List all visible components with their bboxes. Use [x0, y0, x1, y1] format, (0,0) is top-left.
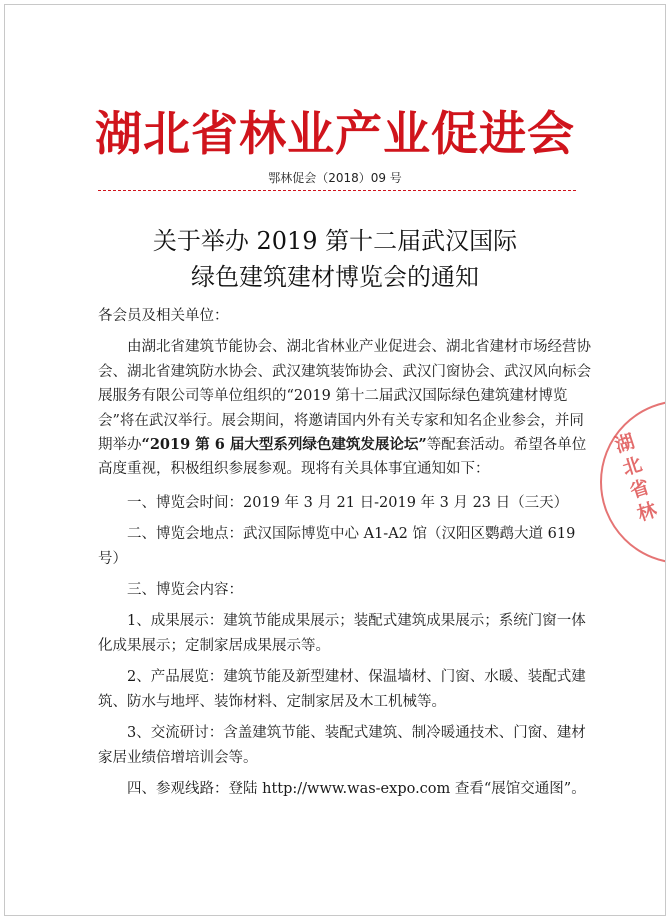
notice-title-line1: 关于举办 2019 第十二届武汉国际 — [152, 227, 518, 255]
organization-title: 湖北省林业产业促进会 — [95, 107, 575, 162]
item-visit-route: 四、参观线路：登陆 http://www.was-expo.com 查看“展馆交通图”。 — [127, 780, 586, 797]
document-number: 鄂林促会（2018）09 号 — [268, 171, 402, 185]
sub-item-products: 2、产品展览：建筑节能及新型建材、保温墙材、门窗、水暖、装配式建筑、防水与地坪、装饰材料、定制家居及木工机械等。 — [98, 669, 586, 710]
sub-item-seminars: 3、交流研讨：含盖建筑节能、装配式建筑、制冷暖通技术、门窗、建材家居业绩倍增培训会等。 — [98, 725, 586, 766]
notice-title-line2: 绿色建筑建材博览会的通知 — [191, 263, 479, 291]
sub-item-achievements: 1、成果展示：建筑节能成果展示；装配式建筑成果展示；系统门窗一体化成果展示；定制家居成果展示等。 — [98, 613, 586, 654]
seal-text: 湖北省林 — [612, 430, 660, 526]
salutation: 各会员及相关单位： — [98, 308, 229, 324]
item-exhibition-venue: 二、博览会地点：武汉国际博览中心 A1-A2 馆（汉阳区鹦鹉大道 619 号） — [98, 526, 576, 567]
intro-text-part2: 等配套活动。希望各单位高度重视，积极组织参展参观。现将有关具体事宜通知如下： — [98, 437, 587, 478]
item-exhibition-content: 三、博览会内容： — [127, 582, 243, 599]
header-divider — [98, 190, 576, 191]
document-page — [4, 4, 666, 916]
forum-name: “2019 第 6 届大型系列绿色建筑发展论坛” — [141, 436, 427, 454]
intro-paragraph — [98, 335, 593, 481]
notice-body — [98, 304, 593, 801]
item-exhibition-time: 一、博览会时间：2019 年 3 月 21 日-2019 年 3 月 23 日（三天） — [127, 494, 569, 511]
intro-text-part1: 由湖北省建筑节能协会、湖北省林业产业促进会、湖北省建材市场经营协会、湖北省建筑防水协会、武汉建筑装饰协会、武汉门窗协会、武汉风向标会展服务有限公司等单位组织的“2019 第十二届武汉国际绿色建筑建材博览会”将在武汉举行。展会期间，将邀请国内外有关专家和知名企业参会，并同期举办 — [98, 339, 591, 454]
